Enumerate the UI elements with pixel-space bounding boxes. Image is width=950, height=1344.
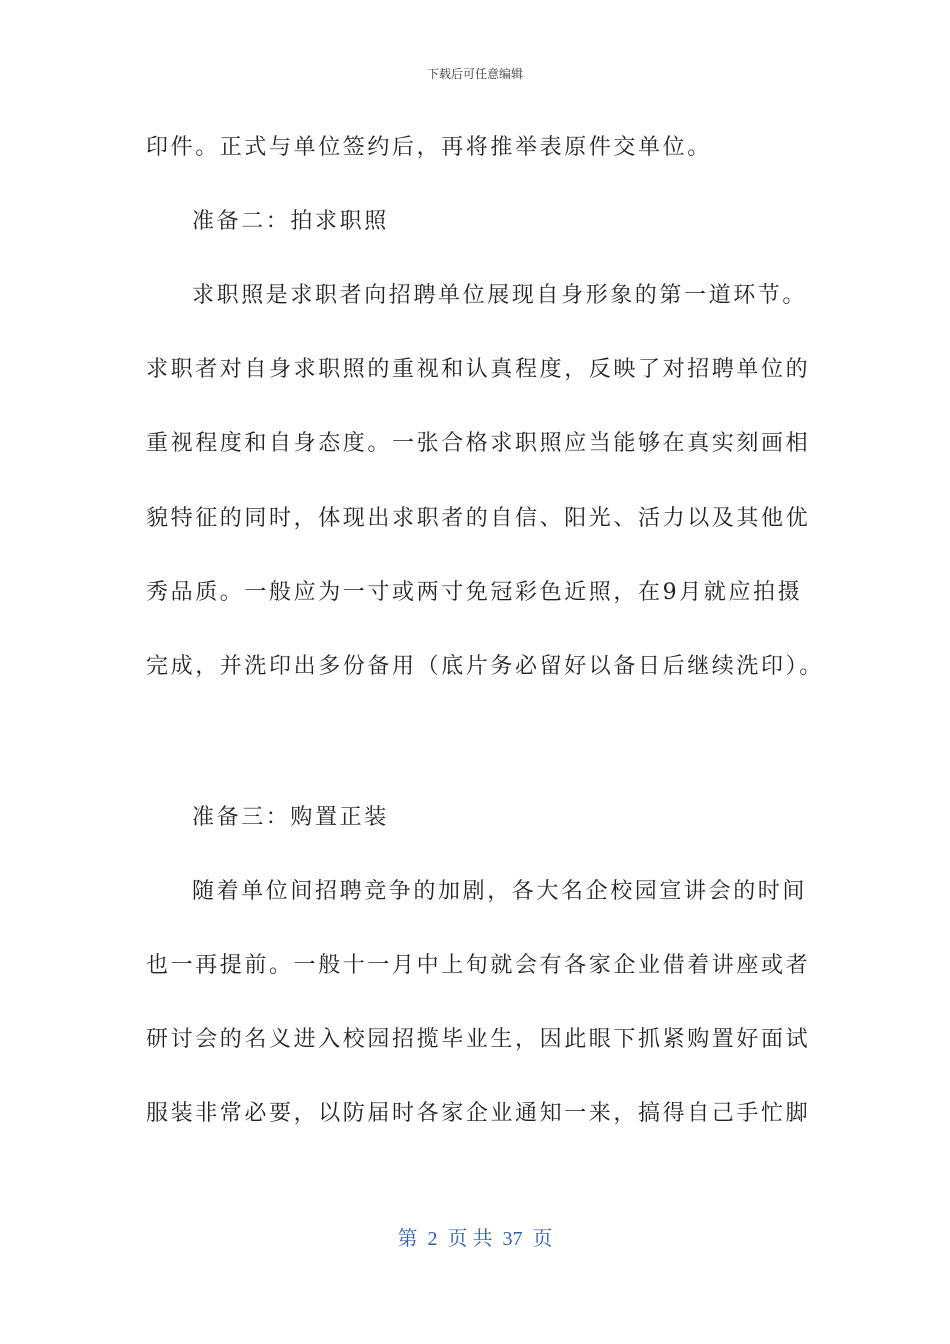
body-line: 研讨会的名义进入校园招揽毕业生，因此眼下抓紧购置好面试 — [146, 1027, 811, 1052]
total-page-count: 37 — [502, 1228, 523, 1250]
body-line: 服装非常必要，以防届时各家企业通知一来，搞得自己手忙脚 — [146, 1101, 811, 1126]
body-line: 求职者对自身求职照的重视和认真程度，反映了对招聘单位的 — [146, 357, 811, 382]
footer-prefix: 第 — [397, 1228, 418, 1250]
footer-suffix: 页 — [532, 1228, 553, 1250]
body-line: 貌特征的同时，体现出求职者的自信、阳光、活力以及其他优 — [146, 506, 811, 531]
section-heading: 准备三：购置正装 — [192, 805, 389, 830]
paragraph-first-line: 随着单位间招聘竞争的加剧，各大名企校园宣讲会的时间 — [192, 879, 808, 904]
footer-middle: 页 共 — [447, 1228, 493, 1250]
page-header: 下载后可任意编辑 — [426, 67, 523, 81]
page-footer — [0, 1226, 950, 1252]
body-line: 重视程度和自身态度。一张合格求职照应当能够在真实刻画相 — [146, 431, 811, 456]
body-line: 完成，并洗印出多份备用（底片务必留好以备日后继续洗印）。 — [146, 654, 824, 679]
body-line: 秀品质。一般应为一寸或两寸免冠彩色近照，在9月就应拍摄 — [146, 580, 803, 605]
body-line: 印件。正式与单位签约后，再将推举表原件交单位。 — [146, 135, 712, 160]
body-line: 也一再提前。一般十一月中上旬就会有各家企业借着讲座或者 — [146, 953, 811, 978]
current-page-number: 2 — [427, 1228, 438, 1250]
section-heading: 准备二：拍求职照 — [192, 209, 389, 234]
paragraph-first-line: 求职照是求职者向招聘单位展现自身形象的第一道环节。 — [192, 283, 808, 308]
